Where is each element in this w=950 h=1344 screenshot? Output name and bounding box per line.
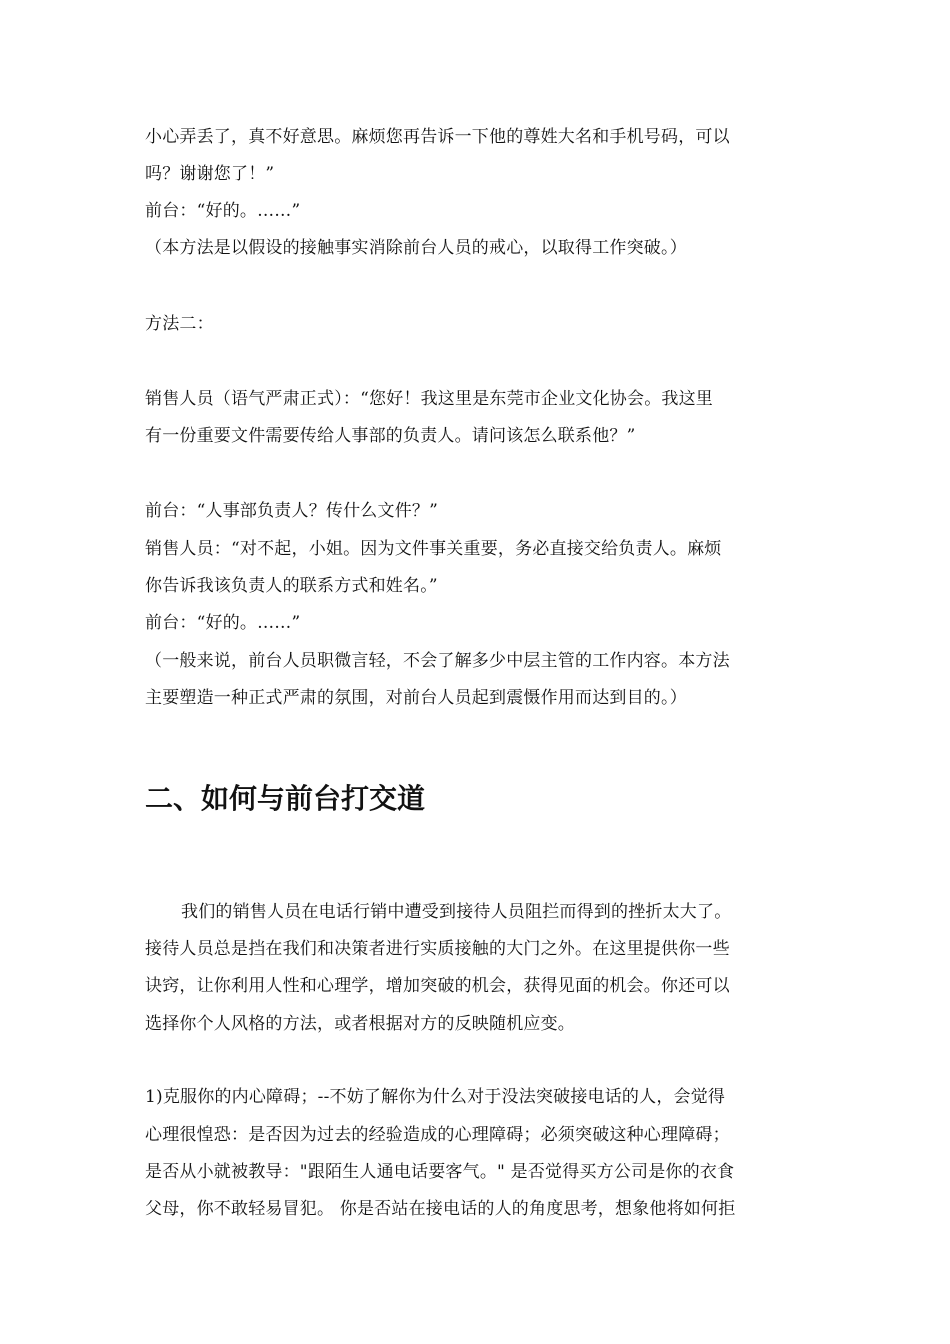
- paragraph-line: 1)克服你的内心障碍；--不妨了解你为什么对于没法突破接电话的人，会觉得: [145, 1087, 726, 1107]
- text-line: 吗？谢谢您了！”: [145, 164, 275, 184]
- text-line: 前台：“好的。……”: [145, 201, 301, 221]
- text-line: 销售人员（语气严肃正式）：“您好！我这里是东莞市企业文化协会。我这里: [145, 389, 713, 409]
- paragraph-line: 心理很惶恐：是否因为过去的经验造成的心理障碍；必须突破这种心理障碍；: [145, 1125, 730, 1145]
- text-line: （一般来说，前台人员职微言轻，不会了解多少中层主管的工作内容。本方法: [145, 651, 730, 671]
- paragraph-line: 是否从小就被教导："跟陌生人通电话要客气。" 是否觉得买方公司是你的衣食: [145, 1162, 735, 1182]
- text-line: 前台：“好的。……”: [145, 613, 301, 633]
- paragraph-line: 接待人员总是挡在我们和决策者进行实质接触的大门之外。在这里提供你一些: [145, 939, 730, 959]
- text-line: 前台：“人事部负责人？传什么文件？”: [145, 501, 438, 521]
- text-line: （本方法是以假设的接触事实消除前台人员的戒心，以取得工作突破。）: [145, 238, 687, 258]
- text-line: 小心弄丢了，真不好意思。麻烦您再告诉一下他的尊姓大名和手机号码，可以: [145, 127, 730, 147]
- text-line: 有一份重要文件需要传给人事部的负责人。请问该怎么联系他？”: [145, 426, 636, 446]
- text-line: 销售人员：“对不起，小姐。因为文件事关重要，务必直接交给负责人。麻烦: [145, 539, 722, 559]
- paragraph-line: 诀窍，让你利用人性和心理学，增加突破的机会，获得见面的机会。你还可以: [145, 976, 730, 996]
- text-line: 主要塑造一种正式严肃的氛围，对前台人员起到震慑作用而达到目的。）: [145, 688, 687, 708]
- paragraph-line: 我们的销售人员在电话行销中遭受到接待人员阻拦而得到的挫折太大了。: [181, 902, 732, 922]
- paragraph-line: 父母，你不敢轻易冒犯。 你是否站在接电话的人的角度思考，想象他将如何拒: [145, 1199, 736, 1219]
- section-heading: 二、如何与前台打交道: [145, 782, 426, 815]
- paragraph-line: 选择你个人风格的方法，或者根据对方的反映随机应变。: [145, 1014, 575, 1034]
- text-line: 你告诉我该负责人的联系方式和姓名。”: [145, 576, 438, 596]
- method-title: 方法二：: [145, 314, 214, 334]
